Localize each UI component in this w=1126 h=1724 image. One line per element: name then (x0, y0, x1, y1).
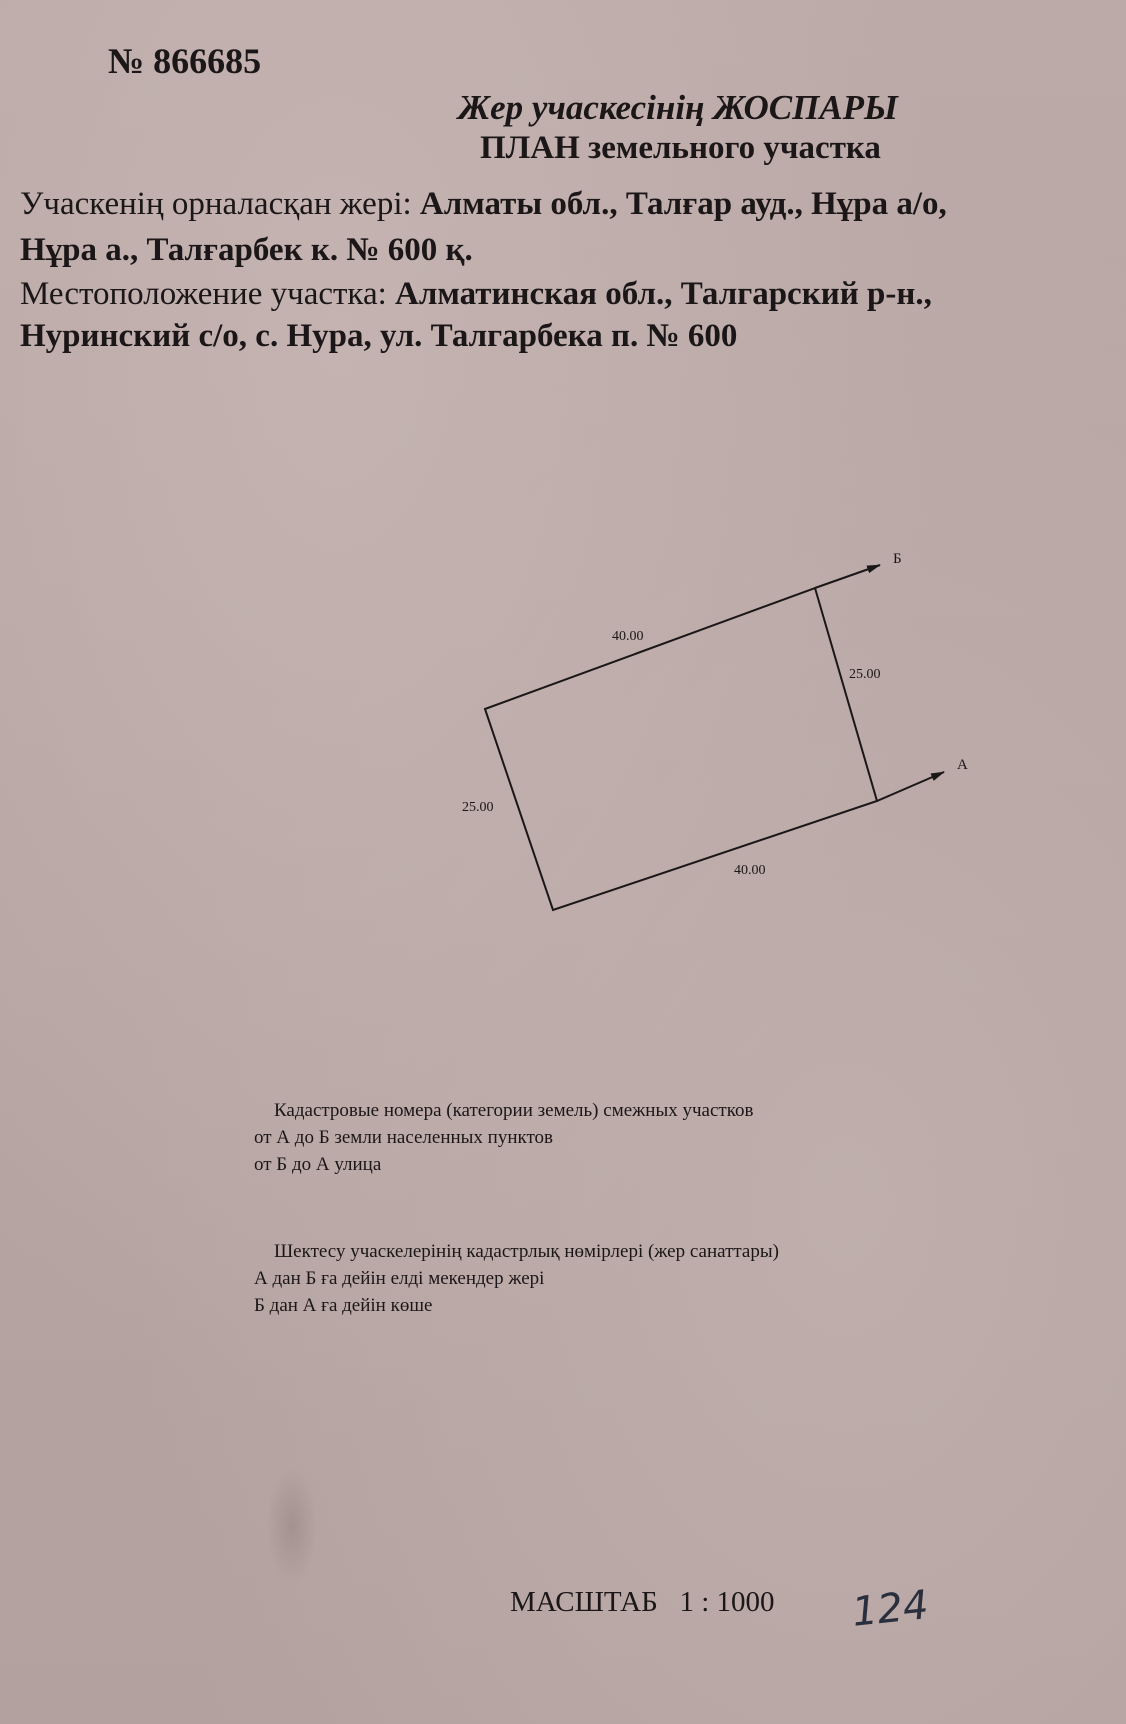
arrow-to-b (815, 565, 880, 588)
location-kazakh-value-1: Алматы обл., Талғар ауд., Нұра а/о, (419, 186, 947, 222)
title-kazakh: Жер учаскесінің ЖОСПАРЫ (458, 88, 898, 127)
dimension-right: 25.00 (849, 667, 881, 682)
location-russian-value-1: Алматинская обл., Талгарский р-н., (395, 276, 932, 312)
adjacent-plots-kazakh (254, 1238, 779, 1319)
scale-indicator (510, 1586, 775, 1619)
paper-smudge (266, 1466, 318, 1586)
point-a-label: А (957, 757, 968, 773)
handwritten-note: 124 (849, 1582, 931, 1636)
scale-label: МАСШТАБ (510, 1586, 658, 1618)
adjacent-russian-heading: Кадастровые номера (категории земель) смежных участков (274, 1100, 754, 1121)
adjacent-kazakh-line-1: А дан Б ға дейін елді мекендер жері (254, 1268, 545, 1289)
title-russian: ПЛАН земельного участка (480, 130, 881, 166)
dimension-left: 25.00 (462, 800, 494, 815)
adjacent-russian-line-2: от Б до А улица (254, 1154, 382, 1175)
location-kazakh-label: Учаскенің орналасқан жері: (20, 186, 412, 222)
document-number: № 866685 (108, 41, 262, 81)
point-b-label: Б (893, 551, 902, 567)
adjacent-plots-russian (254, 1097, 753, 1178)
dimension-top: 40.00 (612, 629, 644, 644)
adjacent-russian-line-1: от А до Б земли населенных пунктов (254, 1127, 554, 1148)
adjacent-kazakh-heading: Шектесу учаскелерінің кадастрлық нөмірлері (жер санаттары) (274, 1241, 779, 1262)
location-russian-label: Местоположение участка: (20, 276, 387, 312)
scale-value: 1 : 1000 (679, 1586, 775, 1618)
dimension-bottom: 40.00 (734, 863, 766, 878)
plot-boundary (485, 588, 877, 910)
location-russian-value-2: Нуринский с/о, с. Нура, ул. Талгарбека п. № 600 (20, 318, 738, 354)
adjacent-kazakh-line-2: Б дан А ға дейін көше (254, 1295, 433, 1316)
arrow-to-a (877, 772, 944, 801)
location-kazakh-value-2: Нұра а., Талғарбек к. № 600 қ. (20, 232, 473, 268)
